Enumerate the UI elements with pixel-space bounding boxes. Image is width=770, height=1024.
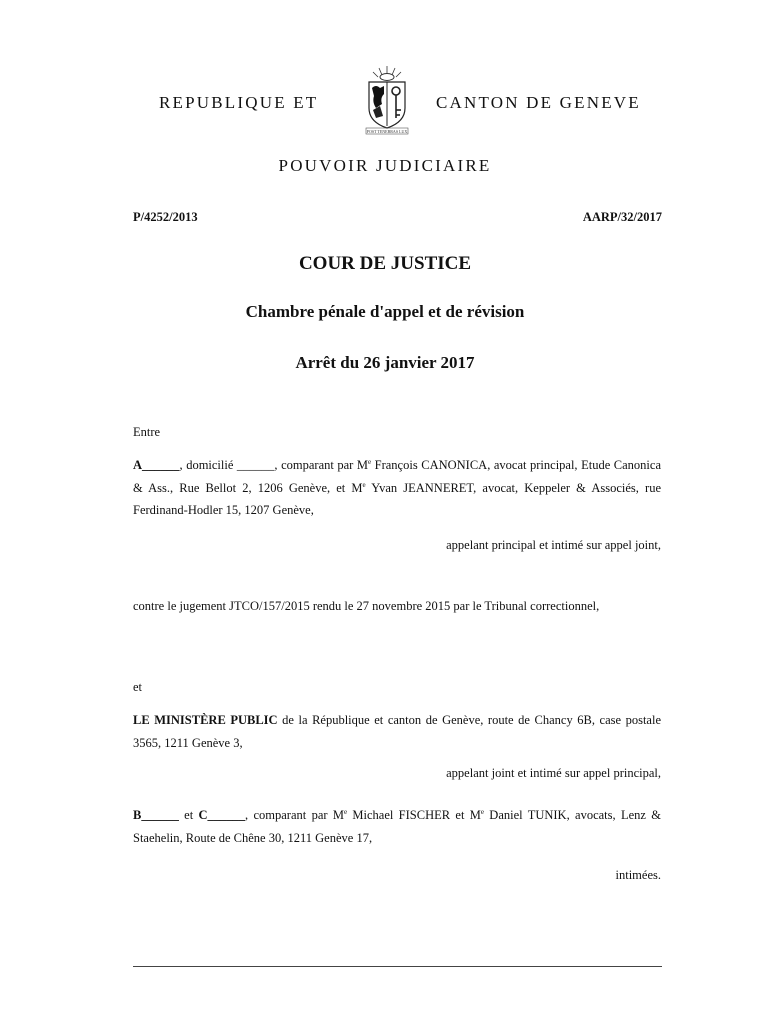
header-republique: REPUBLIQUE ET xyxy=(159,93,319,112)
footer-divider xyxy=(133,966,662,967)
party-a-name: A______ xyxy=(133,458,180,472)
party-c-name: C______ xyxy=(198,808,246,822)
party-bc-paragraph: B______ et C______, comparant par Me Michael FISCHER et Me Daniel TUNIK, avocats, Lenz & Staehelin, Route de Chêne 30, 1211 Genève 17, xyxy=(133,807,661,845)
header-canton: CANTON DE GENEVE xyxy=(436,93,641,112)
court-title: COUR DE JUSTICE xyxy=(298,253,472,274)
case-reference: P/4252/2013 xyxy=(133,210,198,224)
party-b-name: B______ xyxy=(133,808,179,822)
svg-text:POST TENEBRAS LUX: POST TENEBRAS LUX xyxy=(366,129,408,134)
contre-paragraph: contre le jugement JTCO/157/2015 rendu le 27 novembre 2015 par le Tribunal correctionnel, xyxy=(133,599,600,613)
decision-date-title: Arrêt du 26 janvier 2017 xyxy=(295,353,475,372)
et-label: et xyxy=(133,680,143,694)
entre-label: Entre xyxy=(133,425,161,439)
party-bc-role: intimées. xyxy=(615,868,661,882)
party-a-role: appelant principal et intimé sur appel joint, xyxy=(446,538,661,552)
ministere-public-role: appelant joint et intimé sur appel principal, xyxy=(446,766,661,780)
party-a-paragraph: A______, domicilié ______, comparant par Me François CANONICA, avocat principal, Etude Canonica & Ass., Rue Bellot 2, 1206 Genève, et Me Yvan JEANNERET, avocat, Keppeler & Associés, rue Ferdinand-Hodler 15, 1207 Genève, xyxy=(133,457,661,517)
ministere-public-name: LE MINISTÈRE PUBLIC xyxy=(133,713,278,727)
ministere-public-paragraph: LE MINISTÈRE PUBLIC de la République et canton de Genève, route de Chancy 6B, case postale 3565, 1211 Genève 3, xyxy=(133,713,661,750)
decision-reference: AARP/32/2017 xyxy=(582,210,662,224)
pouvoir-judiciaire: POUVOIR JUDICIAIRE xyxy=(278,156,492,175)
geneva-coat-of-arms-icon xyxy=(362,64,412,136)
chamber-title: Chambre pénale d'appel et de révision xyxy=(245,302,525,321)
